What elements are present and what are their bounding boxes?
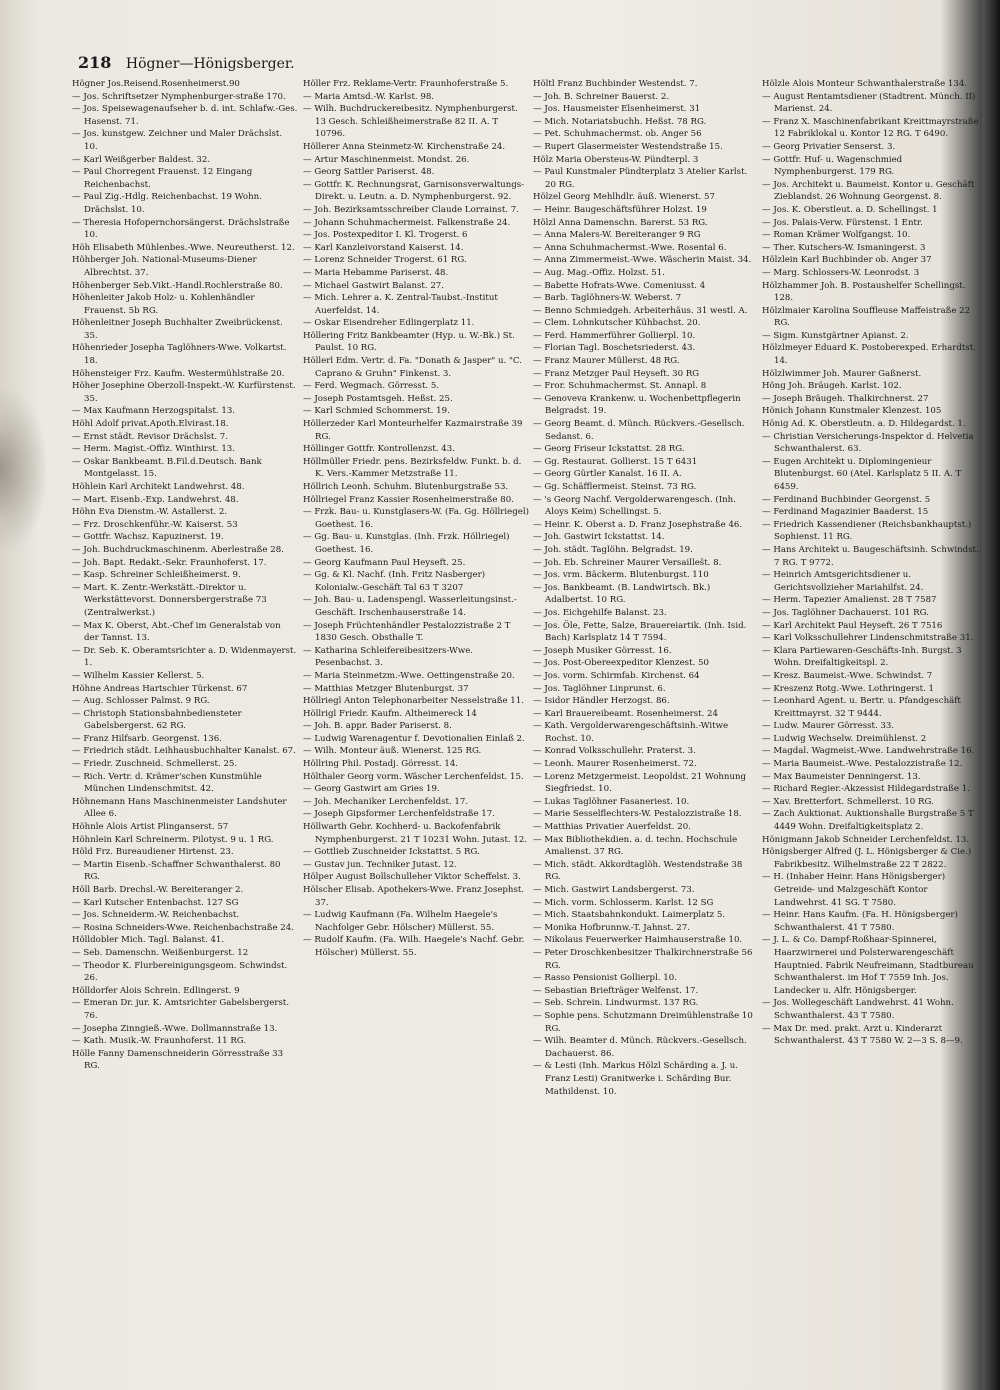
directory-entry: — Babette Hofrats-Wwe. Comeniusst. 4 bbox=[533, 280, 706, 291]
directory-entry: — Maria Baumeist.-Wwe. Pestalozzistraße 12. bbox=[762, 759, 963, 770]
directory-entry: Höllrich Leonh. Schuhm. Blutenburgstraße 53. bbox=[303, 482, 509, 492]
directory-entry: — Max Kaufmann Herzogspitalst. 13. bbox=[72, 406, 236, 417]
directory-entry: — Gg. & Kl. Nachf. (Inh. Fritz Nasberger) Kolonialw.-Geschäft Tal 63 T 3207 bbox=[303, 570, 486, 593]
directory-entry: — Joseph Musiker Görresst. 16. bbox=[533, 645, 672, 656]
directory-entry: Höhenberger Seb.Vikt.-Handl.Rochlerstraße 80. bbox=[72, 280, 283, 291]
directory-entry: — Jos. Eichgehilfe Balanst. 23. bbox=[533, 607, 667, 618]
directory-entry: — Heinr. K. Oberst a. D. Franz Josephstraße 46. bbox=[533, 519, 743, 530]
directory-entry: Höhberger Joh. National-Museums-Diener Albrechtst. 37. bbox=[72, 255, 257, 278]
directory-entry: Höng Joh. Bräugeh. Karlst. 102. bbox=[762, 381, 902, 392]
directory-entry: — Ernst städt. Revisor Drächslst. 7. bbox=[72, 431, 228, 442]
directory-entry: — Mart. Eisenb.-Exp. Landwehrst. 48. bbox=[72, 494, 239, 505]
directory-entry: — Herm. Tapezier Amalienst. 28 T 7587 bbox=[762, 595, 937, 606]
directory-entry: — Wilh. Buchdruckereibesitz. Nymphenburgerst. 13 Gesch. Schleißheimerstraße 82 II. A. T 10796. bbox=[303, 104, 518, 140]
directory-entry: Högner Jos.Reisend.Rosenheimerst.90 bbox=[72, 79, 240, 89]
directory-entry: — Max Dr. med. prakt. Arzt u. Kinderarzt Schwanthalerst. 43 T 7580 W. 2—3 S. 8—9. bbox=[762, 1023, 963, 1047]
directory-entry: Höllerl Edm. Vertr. d. Fa. "Donath & Jasper" u. "C. Caprano & Gruhn" Finkenst. 3. bbox=[303, 356, 522, 379]
directory-entry: — Mich. vorm. Schlosserm. Karlst. 12 SG bbox=[533, 897, 714, 908]
directory-entry: — Ludw. Maurer Görresst. 33. bbox=[762, 721, 895, 732]
directory-entry: — Genoveva Krankenw. u. Wochenbettpflegerin Belgradst. 19. bbox=[533, 393, 741, 417]
directory-entry: — Max Baumeister Denningerst. 13. bbox=[762, 771, 921, 782]
directory-entry: — Jos. Post-Obereexpeditor Klenzest. 50 bbox=[533, 658, 709, 669]
directory-entry: — Jos. Schriftsetzer Nymphenburger-straße 170. bbox=[72, 91, 286, 102]
directory-entry: — Maria Amtsd.-W. Karlst. 98. bbox=[303, 91, 435, 102]
directory-entry: Höh Elisabeth Mühlenbes.-Wwe. Neureutherst. 12. bbox=[72, 242, 295, 253]
directory-entry: Höhnle Alois Artist Plinganserst. 57 bbox=[72, 822, 229, 833]
directory-entry: — Ferd. Hammerführer Gollierpl. 10. bbox=[533, 330, 696, 341]
directory-entry: Höhenleitner Joseph Buchhalter Zweibrückenst. 35. bbox=[72, 318, 283, 341]
directory-entry: Höllriegl Anton Telephonarbeiter Nesselstraße 11. bbox=[303, 696, 524, 707]
directory-entry: — Kreszenz Rotg.-Wwe. Lothringerst. 1 bbox=[762, 683, 935, 694]
directory-entry: — Jos. Bankbeamt. (B. Landwirtsch. Bk.) Adalbertst. 10 RG. bbox=[533, 582, 711, 606]
directory-entry: Höhnlein Karl Schreinerm. Pilotyst. 9 u. 1 RG. bbox=[72, 834, 274, 845]
directory-entry: — Heinr. Baugeschäftsführer Holzst. 19 bbox=[533, 204, 707, 215]
directory-entry: Höllerer Anna Steinmetz-W. Kirchenstraße 24. bbox=[303, 141, 506, 152]
directory-entry: — Rupert Glasermeister Westendstraße 15. bbox=[533, 141, 723, 152]
directory-entry: — Magdal. Wagmeist.-Wwe. Landwehrstraße 16. bbox=[762, 746, 975, 757]
directory-entry: — Paul Chorregent Frauenst. 12 Eingang Reichenbachst. bbox=[72, 167, 253, 190]
directory-entry: — Jos. Taglöhner Dachauerst. 101 RG. bbox=[762, 607, 929, 618]
directory-entry: — Jos. vrm. Bäckerm. Blutenburgst. 110 bbox=[533, 570, 709, 581]
directory-entry: — Joh. Bezirksamtsschreiber Claude Lorrainst. 7. bbox=[303, 204, 519, 215]
directory-entry: — Rosina Schneiders-Wwe. Reichenbachstraße 24. bbox=[72, 922, 294, 933]
running-title: Högner—Hönigsberger. bbox=[125, 56, 295, 72]
directory-entry: — Gottlieb Zuschneider Ickstattst. 5 RG. bbox=[303, 847, 480, 858]
directory-entry: — Theodor K. Flurbereinigungsgeom. Schwindst. 26. bbox=[72, 960, 288, 984]
directory-entry: Höhensteiger Frz. Kaufm. Westermühlstraße 20. bbox=[72, 368, 285, 379]
directory-entry: Höhl Adolf privat.Apoth.Elvirast.18. bbox=[72, 419, 229, 430]
directory-entry: — Christoph Stationsbahnbediensteter Gabelsbergerst. 62 RG. bbox=[72, 708, 242, 732]
directory-entry: — Georg Kaufmann Paul Heyseft. 25. bbox=[303, 557, 466, 568]
directory-entry: — Karl Brauereibeamt. Rosenheimerst. 24 bbox=[533, 708, 718, 719]
directory-entry: — Karl Kanzleivorstand Kaiserst. 14. bbox=[303, 242, 464, 253]
directory-entry: — Benno Schmiedgeh. Arbeiterhäus. 31 westl. A. bbox=[533, 305, 748, 316]
directory-entry: Hölzlwimmer Joh. Maurer Gaßnerst. bbox=[762, 368, 922, 379]
directory-entry: Hölzle Alois Monteur Schwanthalerstraße 134. bbox=[762, 79, 968, 89]
directory-entry: — Monika Hofbrunnw.-T. Jahnst. 27. bbox=[533, 922, 690, 933]
directory-entry: — Katharina Schleifereibesitzers-Wwe. Pesenbachst. 3. bbox=[303, 645, 474, 669]
directory-entry: — Karl Weißgerber Baldest. 32. bbox=[72, 154, 211, 165]
directory-entry: — Anna Zimmermeist.-Wwe. Wäscherin Maist. 34. bbox=[533, 255, 752, 266]
directory-entry: — Jos. Palais-Verw. Fürstenst. 1 Entr. bbox=[762, 217, 923, 228]
directory-entry: — Jos. Postexpeditor I. Kl. Trogerst. 6 bbox=[303, 230, 468, 241]
directory-entry: — Gottfr. Huf- u. Wagenschmied Nymphenburgerst. 179 RG. bbox=[762, 154, 903, 178]
directory-entry: — Matthias Metzger Blutenburgst. 37 bbox=[303, 683, 469, 694]
directory-entry: — 's Georg Nachf. Vergolderwarengesch. (Inh. Aloys Keim) Schellingst. 5. bbox=[533, 494, 736, 518]
directory-entry: — Karl Schmied Schommerst. 19. bbox=[303, 406, 450, 417]
directory-entry: — Joseph Gipsformer Lerchenfeldstraße 17. bbox=[303, 809, 495, 820]
directory-entry: — Sigm. Kunstgärtner Apianst. 2. bbox=[762, 330, 909, 341]
directory-entry: — Pet. Schuhmachermst. ob. Anger 56 bbox=[533, 129, 702, 140]
directory-entry: Hölzlmeyer Eduard K. Postoberexped. Erhardtst. 14. bbox=[762, 343, 976, 367]
directory-entry: — Joseph Postamtsgeh. Heßst. 25. bbox=[303, 393, 453, 404]
directory-entry: Hönigmann Jakob Schneider Lerchenfeldst. 13. bbox=[762, 834, 970, 845]
directory-entry: — Clem. Lohnkutscher Kühbachst. 20. bbox=[533, 318, 701, 329]
directory-entry: Höhenleiter Jakob Holz- u. Kohlenhändler Frauenst. 5b RG. bbox=[72, 293, 255, 316]
directory-entry: — Ludwig Wechselw. Dreimühlenst. 2 bbox=[762, 733, 927, 744]
directory-entry: — Ferdinand Buchbinder Georgenst. 5 bbox=[762, 494, 931, 505]
directory-entry: Höllring Phil. Postadj. Görresst. 14. bbox=[303, 759, 459, 770]
directory-entry: — Frz. Droschkenführ.-W. Kaiserst. 53 bbox=[72, 519, 238, 530]
directory-entry: — Hans Architekt u. Baugeschäftsinh. Schwindst. 7 RG. T 9772. bbox=[762, 544, 979, 568]
directory-entry: — Klara Partiewaren-Geschäfts-Inh. Burgst. 3 Wohn. Dreifaltigkeitspl. 2. bbox=[762, 645, 962, 669]
directory-entry: Höllwarth Gebr. Kochherd- u. Backofenfabrik Nymphenburgerst. 21 T 10231 Wohn. Jutast. 12. bbox=[303, 822, 528, 845]
directory-entry: — Mich. Staatsbahnkondukt. Laimerplatz 5. bbox=[533, 910, 726, 921]
directory-entry: — Rasso Pensionist Gollierpl. 10. bbox=[533, 973, 677, 984]
directory-entry: — Anna Schuhmachermst.-Wwe. Rosental 6. bbox=[533, 242, 727, 253]
binding-shadow bbox=[0, 390, 46, 550]
directory-entry: — Jos. Schneiderm.-W. Reichenbachst. bbox=[72, 910, 240, 921]
directory-entry: Höhn Eva Dienstm.-W. Astallerst. 2. bbox=[72, 507, 228, 518]
directory-entry: — Frzk. Bau- u. Kunstglasers-W. (Fa. Gg. Höllriegel) Goethest. 16. bbox=[303, 507, 529, 530]
directory-entry: — Theresia Hofopernchorsängerst. Drächslstraße 10. bbox=[72, 217, 290, 241]
directory-entry: — Gustav jun. Techniker Jutast. 12. bbox=[303, 859, 457, 870]
directory-entry: — Karl Kutscher Entenbachst. 127 SG bbox=[72, 897, 239, 908]
directory-entry: — Joh. B. Schreiner Bauerst. 2. bbox=[533, 91, 670, 102]
directory-entry: — Barb. Taglöhners-W. Weberst. 7 bbox=[533, 293, 682, 304]
directory-entry: — Martin Eisenb.-Schaffner Schwanthalerst. 80 RG. bbox=[72, 859, 281, 883]
directory-entry: Höhnemann Hans Maschinenmeister Landshuter Allee 6. bbox=[72, 796, 287, 820]
directory-entry: — Georg Friseur Ickstattst. 28 RG. bbox=[533, 444, 685, 455]
directory-entry: — Michael Gastwirt Balanst. 27. bbox=[303, 280, 444, 291]
directory-entry: Höhenrieder Josepha Taglöhners-Wwe. Volkartst. 18. bbox=[72, 343, 287, 367]
directory-entry: — J. L. & Co. Dampf-Roßhaar-Spinnerei, Haarzwirnerei und Polsterwarengeschäft Hauptnied. Fabrik Neufreimann, Stadtbureau Schwanthalerst. im Hof T 7559 Inh. Jos. Landecker u. Alfr. Hönigsberger. bbox=[762, 935, 974, 996]
directory-entry: — Marg. Schlossers-W. Leonrodst. 3 bbox=[762, 267, 920, 278]
directory-entry: Hölper August Bollschulleher Viktor Scheffelst. 3. bbox=[303, 872, 521, 883]
directory-entry: — Karl Architekt Paul Heyseft. 26 T 7516 bbox=[762, 620, 943, 631]
directory-entry: — Wilh. Monteur äuß. Wienerst. 125 RG. bbox=[303, 746, 482, 757]
directory-entry: — Richard Regier.-Akzessist Hildegardstraße 1. bbox=[762, 784, 970, 795]
directory-entry: Höllerzeder Karl Monteurhelfer Kazmairstraße 39 RG. bbox=[303, 419, 523, 442]
directory-entry: — Joh. Buchdruckmaschinenm. Aberlestraße 28. bbox=[72, 544, 284, 555]
directory-entry: — Ludwig Kaufmann (Fa. Wilhelm Haegele's Nachfolger Gebr. Hölscher) Müllerst. 55. bbox=[303, 910, 498, 933]
directory-entry: — Kath. Vergolderwarengeschäftsinh.-Witwe Rochst. 10. bbox=[533, 721, 729, 744]
directory-entry: — Wilh. Beamter d. Münch. Rückvers.-Gesellsch. Dachauerst. 86. bbox=[533, 1036, 747, 1059]
directory-entry: Hölzl Anna Damenschn. Barerst. 53 RG. bbox=[533, 217, 708, 228]
directory-entry: — Jos. K. Oberstleut. a. D. Schellingst. 1 bbox=[762, 204, 938, 215]
directory-entry: — Gg. Restaurat. Gollierst. 15 T 6431 bbox=[533, 456, 698, 467]
directory-entry: — Georg Beamt. d. Münch. Rückvers.-Gesellsch. Sedanst. 6. bbox=[533, 419, 745, 442]
directory-entry: — Aug. Schlosser Palmst. 9 RG. bbox=[72, 696, 210, 707]
directory-entry: Höllering Fritz Bankbeamter (Hyp. u. W.-Bk.) St. Paulst. 10 RG. bbox=[303, 330, 515, 354]
directory-entry: — Ludwig Warenagentur f. Devotionalien Einlaß 2. bbox=[303, 733, 525, 744]
directory-entry: — Joseph Bräugeh. Thalkirchnerst. 27 bbox=[762, 393, 929, 404]
directory-entry: — Kresz. Baumeist.-Wwe. Schwindst. 7 bbox=[762, 670, 933, 681]
directory-entry: — Konrad Volksschullehr. Praterst. 3. bbox=[533, 746, 696, 757]
directory-entry: — Jos. Speisewagenaufseher b. d. int. Schlafw.-Ges. Hasenst. 71. bbox=[72, 104, 298, 127]
directory-entry: Höllriegel Franz Kassier Rosenheimerstraße 80. bbox=[303, 494, 514, 505]
directory-entry: — Max K. Oberst, Abt.-Chef im Generalstab von der Tannst. 13. bbox=[72, 620, 281, 644]
directory-entry: — Franz X. Maschinenfabrikant Kreittmayrstraße 12 Fabriklokal u. Kontor 12 RG. T 6490. bbox=[762, 116, 979, 140]
directory-entry: — Paul Kunstmaler Pündterplatz 3 Atelier Karlst. 20 RG. bbox=[533, 167, 748, 190]
directory-entry: — Joh. Bau- u. Ladenspengl. Wasserleitungsinst.-Geschäft. Irschenhauserstraße 14. bbox=[303, 595, 517, 618]
directory-entry: — Georg Sattler Pariserst. 48. bbox=[303, 167, 435, 178]
directory-entry: Höhlein Karl Architekt Landwehrst. 48. bbox=[72, 482, 245, 492]
directory-entry: — Lorenz Schneider Trogerst. 61 RG. bbox=[303, 255, 467, 266]
directory-entry: — Isidor Händler Herzogst. 86. bbox=[533, 696, 670, 707]
directory-entry: — Christian Versicherungs-Inspektor d. Helvetia Schwanthalerst. 63. bbox=[762, 431, 974, 455]
directory-entry: — H. (Inhaber Heinr. Hans Hönigsberger) Getreide- und Malzgeschäft Kontor Landwehrst. 41 SG. T 7580. bbox=[762, 872, 946, 908]
directory-entry: — Eugen Architekt u. Diplomingenieur Blutenburgst. 60 (Atel. Karlsplatz 5 II. A. T 6459. bbox=[762, 456, 962, 492]
directory-entry: — Mich. städt. Akkordtaglöh. Westendstraße 38 RG. bbox=[533, 859, 743, 883]
column-3 bbox=[533, 78, 759, 1378]
directory-entry: — Kasp. Schreiner Schleißheimerst. 9. bbox=[72, 570, 241, 581]
directory-entry: — Jos. kunstgew. Zeichner und Maler Drächslst. 10. bbox=[72, 129, 283, 152]
page-header bbox=[78, 52, 938, 74]
directory-entry: — Lorenz Metzgermeist. Leopoldst. 21 Wohnung Siegfriedst. 10. bbox=[533, 771, 747, 795]
directory-entry: Hölz Maria Obersteus-W. Pündterpl. 3 bbox=[533, 154, 699, 165]
directory-entry: — Leonhard Agent. u. Bertr. u. Pfandgeschäft Kreittmayrst. 32 T 9444. bbox=[762, 696, 961, 719]
directory-entry: Höll Barb. Drechsl.-W. Bereiteranger 2. bbox=[72, 885, 244, 895]
directory-entry: — Paul Zig.-Hdlg. Reichenbachst. 19 Wohn. Drächslst. 10. bbox=[72, 192, 262, 215]
directory-entry: — Franz Maurer Müllerst. 48 RG. bbox=[533, 356, 680, 367]
directory-entry: Hölle Fanny Damenschneiderin Görresstraße 33 RG. bbox=[72, 1048, 284, 1072]
directory-entry: — Jos. Taglöhner Linprunst. 6. bbox=[533, 683, 666, 694]
directory-entry: — & Lesti (Inh. Markus Hölzl Schärding a. J. u. Franz Lesti) Granitwerke i. Schärding Bur. Mathildenst. 10. bbox=[533, 1061, 739, 1097]
directory-entry: — Friedrich städt. Leihhausbuchhalter Kanalst. 67. bbox=[72, 746, 296, 757]
directory-entry: — Sebastian Briefträger Welfenst. 17. bbox=[533, 985, 699, 996]
directory-entry: — Heinrich Amtsgerichtsdiener u. Gerichtsvollzieher Mariahilfst. 24. bbox=[762, 570, 924, 593]
directory-entry: — Artur Maschinenmeist. Mondst. 26. bbox=[303, 154, 470, 165]
directory-entry: Hölldobler Mich. Tagl. Balanst. 41. bbox=[72, 935, 225, 946]
directory-entry: — Georg Gürtler Kanalst. 16 II. A. bbox=[533, 469, 682, 480]
directory-entry: — Joh. städt. Taglöhn. Belgradst. 19. bbox=[533, 544, 693, 555]
directory-entry: — Ferdinand Magazinier Baaderst. 15 bbox=[762, 507, 929, 518]
directory-entry: — Gottfr. Wachsz. Kapuzinerst. 19. bbox=[72, 532, 224, 543]
directory-entry: — Kath. Musik.-W. Fraunhoferst. 11 RG. bbox=[72, 1036, 247, 1047]
directory-entry: — Rich. Vertr. d. Krämer'schen Kunstmühle München Lindenschmitst. 42. bbox=[72, 771, 262, 795]
directory-entry: — Herm. Magist.-Offiz. Winthirst. 13. bbox=[72, 444, 235, 455]
directory-entry: — Jos. Wollegeschäft Landwehrst. 41 Wohn. Schwanthalerst. 43 T 7580. bbox=[762, 998, 954, 1021]
directory-entry: Hölzlein Karl Buchbinder ob. Anger 37 bbox=[762, 255, 932, 266]
directory-entry: — Xav. Bretterfort. Schmellerst. 10 RG. bbox=[762, 796, 934, 807]
directory-entry: — Joh. Bapt. Redakt.-Sekr. Fraunhoferst. 17. bbox=[72, 557, 267, 568]
directory-entry: — Franz Hilfsarb. Georgenst. 136. bbox=[72, 733, 222, 744]
directory-entry: Hölscher Elisab. Apothekers-Wwe. Franz Josephst. 37. bbox=[303, 885, 525, 908]
directory-entry: Hölzel Georg Mehlhdlr. äuß. Wienerst. 57 bbox=[533, 192, 715, 203]
directory-entry: Höld Frz. Bureaudiener Hirtenst. 23. bbox=[72, 847, 234, 858]
directory-entry: — Florian Tagl. Boschetsriederst. 43. bbox=[533, 343, 696, 354]
directory-entry: Hölzhammer Joh. B. Postaushelfer Schellingst. 128. bbox=[762, 280, 966, 304]
directory-entry: — Fror. Schuhmachermst. St. Annapl. 8 bbox=[533, 381, 707, 392]
directory-entry: — Mich. Gastwirt Landsbergerst. 73. bbox=[533, 885, 695, 895]
directory-entry: — Joseph Früchtenhändler Pestalozzistraße 2 T 1830 Gesch. Obsthalle T. bbox=[303, 620, 511, 644]
directory-entry: — Mart. K. Zentr.-Werkstätt.-Direktor u. Werkstättevorst. Donnersbergerstraße 73 (Zentralwerkst.) bbox=[72, 582, 267, 618]
directory-entry: — Matthias Privatier Auerfeldst. 20. bbox=[533, 822, 691, 833]
directory-entry: — Gottfr. K. Rechnungsrat, Garnisonsverwaltungs-Direkt. u. Leutn. a. D. Nymphenburgerst. 92. bbox=[303, 179, 525, 203]
page-edge bbox=[982, 0, 1000, 1390]
directory-entry: — August Rentamtsdiener (Stadtrent. Münch. II) Marienst. 24. bbox=[762, 91, 976, 115]
directory-entry: — Georg Privatier Senserst. 3. bbox=[762, 141, 896, 152]
directory-entry: — Ther. Kutschers-W. Ismaningerst. 3 bbox=[762, 242, 926, 253]
directory-entry: — Jos. Öle, Fette, Salze, Brauereiartik. (Inh. Isid. Bach) Karlsplatz 14 T 7594. bbox=[533, 620, 747, 644]
directory-entry: — Mich. Notariatsbuchh. Heßst. 78 RG. bbox=[533, 116, 707, 127]
directory-entry: — Joh. Eb. Schreiner Maurer Versailleŝt. 8. bbox=[533, 557, 722, 568]
directory-entry: Hönich Johann Kunstmaler Klenzest. 105 bbox=[762, 406, 942, 417]
directory-entry: Höllrigl Friedr. Kaufm. Altheimereck 14 bbox=[303, 708, 477, 719]
directory-entry: — Georg Gastwirt am Gries 19. bbox=[303, 784, 440, 795]
directory-entry: — Zach Auktionat. Auktionshalle Burgstraße 5 T 4449 Wohn. Dreifaltigkeitsplatz 2. bbox=[762, 809, 974, 833]
directory-entry: — Aug. Mag.-Offiz. Holzst. 51. bbox=[533, 267, 665, 278]
directory-entry: — Sophie pens. Schutzmann Dreimühlenstraße 10 RG. bbox=[533, 1010, 753, 1034]
directory-entry: — Friedrich Kassendiener (Reichsbankhauptst.) Sophienst. 11 RG. bbox=[762, 519, 972, 543]
directory-entry: Höher Josephine Oberzoll-Inspekt.-W. Kurfürstenst. 35. bbox=[72, 381, 296, 404]
directory-entry: — Oskar Eisendreher Edlingerplatz 11. bbox=[303, 318, 475, 329]
directory-entry: — Gg. Bau- u. Kunstglas. (Inh. Frzk. Höllriegel) Goethest. 16. bbox=[303, 532, 510, 555]
directory-entry: — Jos. Architekt u. Baumeist. Kontor u. Geschäft Zieblandst. 26 Wohnung Georgenst. 8. bbox=[762, 179, 975, 203]
column-1 bbox=[72, 78, 298, 1378]
directory-entry: — Anna Malers-W. Bereiteranger 9 RG bbox=[533, 230, 701, 241]
directory-entry: — Heinr. Hans Kaufm. (Fa. H. Hönigsberger) Schwanthalerst. 41 T 7580. bbox=[762, 910, 958, 933]
directory-entry: — Jos. Hausmeister Elsenheimerst. 31 bbox=[533, 104, 701, 115]
directory-entry: — Nikolaus Feuerwerker Haimhauserstraße 10. bbox=[533, 935, 743, 946]
directory-entry: — Franz Metzger Paul Heyseft. 30 RG bbox=[533, 368, 700, 379]
directory-entry: — Mich. Lehrer a. K. Zentral-Taubst.-Institut Auerfeldst. 14. bbox=[303, 293, 498, 316]
directory-entry: — Gg. Schäfflermeist. Steinst. 73 RG. bbox=[533, 482, 697, 492]
directory-entry: — Friedr. Zuschneid. Schmellerst. 25. bbox=[72, 759, 238, 770]
directory-entry: — Oskar Bankbeamt. B.Fil.d.Deutsch. Bank Montgelasst. 15. bbox=[72, 456, 262, 480]
directory-entry: — Wilhelm Kassier Kellerst. 5. bbox=[72, 670, 205, 681]
directory-entry: Höllmüller Friedr. pens. Bezirksfeldw. Funkt. b. d. K. Vers.-Kammer Metzstraße 11. bbox=[303, 456, 522, 480]
directory-entry: — Seb. Schrein. Lindwurmst. 137 RG. bbox=[533, 998, 699, 1009]
directory-entry: Höltl Franz Buchbinder Westendst. 7. bbox=[533, 79, 698, 89]
directory-entry: — Maria Steinmetzm.-Wwe. Oettingenstraße 20. bbox=[303, 670, 515, 681]
directory-entry: — Seb. Damenschn. Weißenburgerst. 12 bbox=[72, 947, 249, 958]
directory-entry: — Joh. Mechaniker Lerchenfeldst. 17. bbox=[303, 796, 469, 807]
directory-entry: Höller Frz. Reklame-Vertr. Fraunhoferstraße 5. bbox=[303, 79, 509, 89]
directory-entry: Höllinger Gottfr. Kontrollenzst. 43. bbox=[303, 444, 455, 455]
directory-entry: Hönig Ad. K. Oberstleutn. a. D. Hildegardst. 1. bbox=[762, 419, 966, 430]
directory-entry: — Max Bibliothekdien. a. d. techn. Hochschule Amalienst. 37 RG. bbox=[533, 834, 738, 858]
directory-entry: — Johann Schuhmachermeist. Falkenstraße 24. bbox=[303, 217, 511, 228]
directory-entry: — Leonh. Maurer Rosenheimerst. 72. bbox=[533, 759, 697, 770]
directory-entry: — Peter Droschkenbesitzer Thalkirchnerstraße 56 RG. bbox=[533, 947, 753, 971]
page-number: 218 bbox=[78, 53, 112, 72]
directory-entry: — Rudolf Kaufm. (Fa. Wilh. Haegele's Nachf. Gebr. Hölscher) Müllerst. 55. bbox=[303, 935, 525, 958]
directory-entry: — Jos. vorm. Schirmfab. Kirchenst. 64 bbox=[533, 670, 700, 681]
directory-entry: Hölthaler Georg vorm. Wäscher Lerchenfeldst. 15. bbox=[303, 771, 524, 782]
directory-entry: — Joh. Gastwirt Ickstattst. 14. bbox=[533, 532, 665, 543]
directory-entry: — Lukas Taglöhner Fasaneriest. 10. bbox=[533, 796, 690, 807]
directory-entry: — Josepha Zinngieß.-Wwe. Dollmannstraße 13. bbox=[72, 1023, 278, 1034]
directory-entry: Höhne Andreas Hartschier Türkenst. 67 bbox=[72, 683, 248, 694]
directory-entry: — Marie Sesselflechters-W. Pestalozzistraße 18. bbox=[533, 809, 742, 820]
column-2 bbox=[303, 78, 529, 1378]
directory-entry: — Dr. Seb. K. Oberamtsrichter a. D. Widenmayerst. 1. bbox=[72, 645, 297, 669]
directory-entry: — Joh. B. appr. Bader Pariserst. 8. bbox=[303, 721, 452, 732]
directory-entry: — Roman Krämer Wolfgangst. 10. bbox=[762, 230, 911, 241]
directory-entry: — Emeran Dr. jur. K. Amtsrichter Gabelsbergerst. 76. bbox=[72, 998, 290, 1021]
directory-entry: Hönigsberger Alfred (J. L. Hönigsberger & Cie.) Fabrikbesitz. Wilhelmstraße 22 T 2822. bbox=[762, 847, 972, 870]
directory-entry: — Karl Volksschullehrer Lindenschmitstraße 31. bbox=[762, 633, 974, 644]
directory-entry: — Ferd. Wegmach. Görresst. 5. bbox=[303, 381, 440, 392]
directory-entry: — Maria Hebamme Pariserst. 48. bbox=[303, 267, 449, 278]
directory-entry: Hölldorfer Alois Schrein. Edlingerst. 9 bbox=[72, 985, 240, 996]
directory-entry: Hölzlmaier Karolina Souffleuse Maffeistraße 22 RG. bbox=[762, 305, 971, 329]
column-4 bbox=[762, 78, 984, 1378]
